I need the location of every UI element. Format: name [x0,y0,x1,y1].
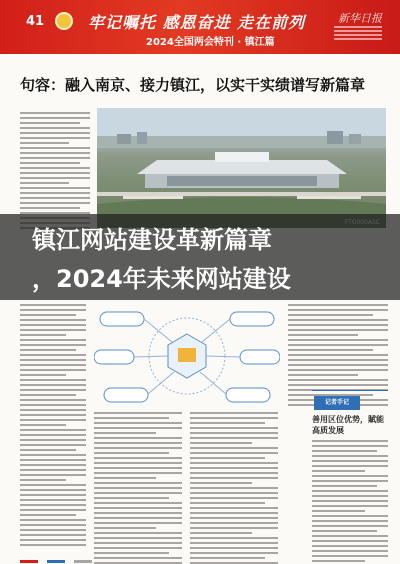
overlay-title-line1: 镇江网站建设革新篇章 [32,226,272,254]
newspaper-logo: 新华日报 [338,12,382,25]
footer-mark-blue [47,560,65,563]
sidebar-rule [312,390,388,391]
body-column-4 [288,304,388,409]
overlay-title-banner [0,214,400,300]
sidebar-badge: 记者手记 [314,396,360,410]
special-issue-subtitle: 2024全国两会特刊 · 镇江篇 [146,37,275,48]
page-number: 41 [26,14,45,29]
masthead [0,0,400,54]
masthead-slogan: 牢记嘱托 感恩奋进 走在前列 [88,13,306,32]
emblem-icon [55,12,73,30]
page-footer [20,548,386,556]
footer-mark-gray [74,560,92,563]
body-column-3 [190,412,278,564]
footer-mark-red [20,560,38,563]
sidebar-title: 善用区位优势，賦能高质发展 [312,415,384,435]
strategy-diagram [94,304,280,408]
body-column-2 [94,412,182,564]
sidebar-text [312,440,388,564]
body-column-1 [20,304,86,549]
hexagon-diagram [94,304,280,408]
station-illustration [97,108,386,228]
railway-station-photo [97,108,386,228]
masthead-meta-text [334,26,382,42]
article-headline: 句容：融入南京、接力镇江，以实干实绩谱写新篇章 [20,76,366,94]
overlay-title-line2: ，2024年未来网站建设 [32,265,291,293]
